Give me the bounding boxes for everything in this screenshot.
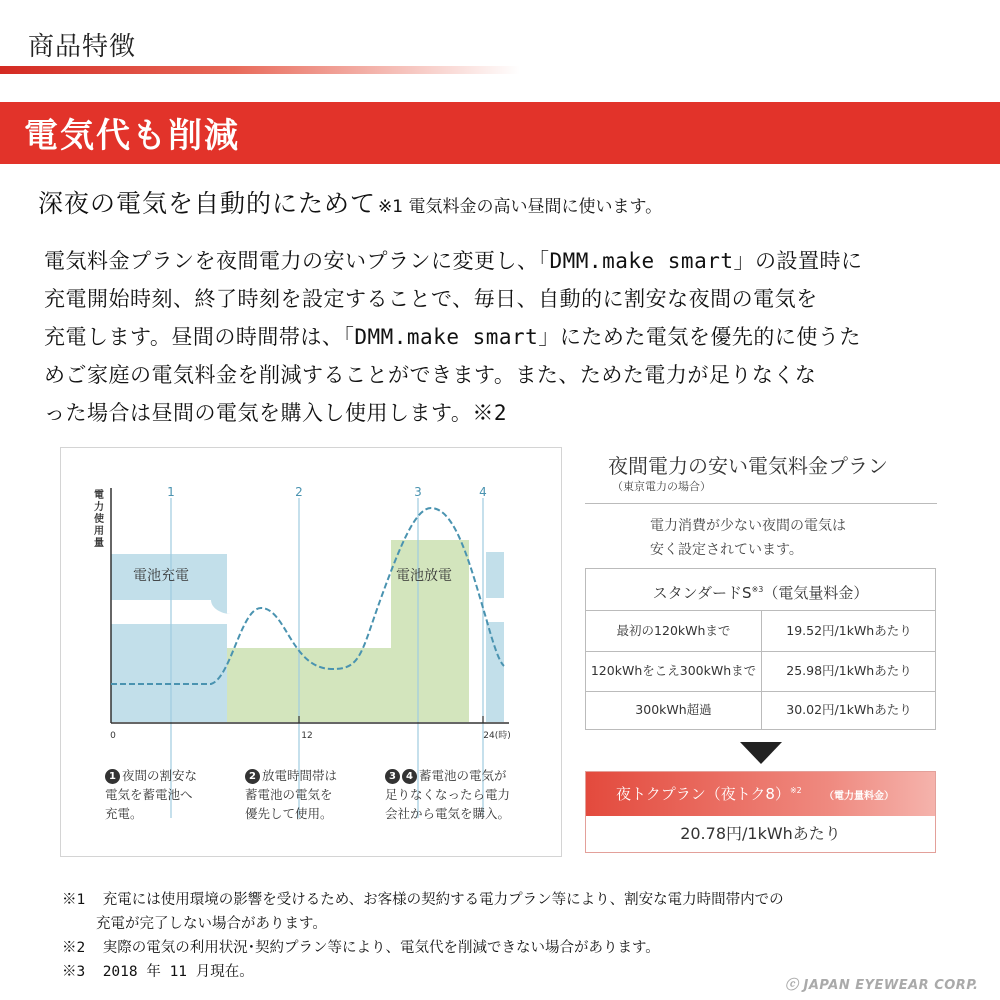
charge-zone-bottom (111, 624, 227, 722)
body-line: 充電開始時刻、終了時刻を設定することで、毎日、自動的に割安な夜間の電気を (44, 287, 818, 311)
caption-line: 夜間の割安な (122, 768, 198, 783)
range-cell: 120kWhをこえ300kWhまで (586, 651, 762, 691)
standard-plan-table (585, 568, 936, 730)
plan-divider (585, 503, 937, 504)
footnote-1 (62, 888, 962, 912)
footnote-mark: ※3 (62, 964, 86, 980)
price-cell: 25.98円/1kWhあたり (786, 663, 912, 678)
footnotes (62, 888, 962, 984)
table-row (586, 611, 935, 652)
night-plan-name: 夜トクプラン（夜トク8） (616, 785, 790, 803)
discharge-label: 電池放電 (396, 568, 452, 584)
plan-title: 夜間電力の安い電気料金プラン (608, 454, 888, 478)
night-plan-name-wrap (616, 783, 802, 804)
marker-1: 1 (167, 485, 175, 499)
night-plan-price: 20.78円/1kWhあたり (680, 824, 841, 843)
caption-line: 足りなくなったら電力 (385, 787, 511, 802)
plan-desc-line: 安く設定されています。 (650, 542, 803, 558)
range-cell: 300kWh超過 (586, 690, 762, 730)
table-row (586, 690, 935, 730)
caption-line: 蓄電池の電気を (245, 787, 333, 802)
section-label: 商品特徴 (28, 32, 137, 62)
caption-1 (105, 766, 197, 823)
section-underline (0, 66, 520, 74)
table-row (586, 651, 935, 692)
caption-number: 4 (402, 769, 417, 784)
plan-desc-line: 電力消費が少ない夜間の電気は (650, 518, 846, 534)
body-paragraph (44, 242, 944, 432)
footnote-text: 実際の電気の利用状況･契約プラン等により、電気代を削減できない場合があります。 (102, 940, 660, 956)
x-tick-label: 24(時) (483, 731, 511, 741)
price-cell: 30.02円/1kWhあたり (786, 702, 912, 717)
marker-3: 3 (414, 485, 422, 499)
caption-line: 優先して使用。 (245, 806, 333, 821)
range-cell: 最初の120kWhまで (586, 611, 762, 651)
body-line: 電気料金プランを夜間電力の安いプランに変更し、「DMM.make smart」の設置時に (44, 249, 863, 273)
footnote-2 (62, 936, 962, 960)
subheading-note: ※1 電気料金の高い昼間に使います。 (378, 197, 663, 217)
night-plan-mark: ※2 (789, 786, 802, 795)
down-arrow-icon (740, 742, 782, 764)
x-tick-label: 12 (301, 731, 313, 741)
price-cell: 19.52円/1kWhあたり (786, 623, 912, 638)
standard-plan-mark: ※3 (751, 585, 764, 594)
subheading (38, 184, 662, 220)
page-title: 電気代も削減 (24, 116, 240, 156)
plan-description (650, 514, 846, 562)
y-axis-label (94, 488, 107, 549)
caption-number: 3 (385, 769, 400, 784)
footnote-mark: ※1 (62, 892, 86, 908)
footnote-text: 充電が完了しない場合があります。 (96, 916, 327, 932)
caption-2 (245, 766, 337, 823)
plan-subtitle: （東京電力の場合） (612, 480, 711, 493)
subheading-main: 深夜の電気を自動的にためて (38, 189, 377, 218)
night-plan-header (586, 772, 935, 816)
body-line: めご家庭の電気料金を削減することができます。また、ためた電力が足りなくな (44, 363, 817, 387)
footnote-text: 2018 年 11 月現在。 (102, 964, 254, 980)
caption-number: 2 (245, 769, 260, 784)
y-label-char: 電 (94, 490, 104, 501)
standard-plan-name: スタンダードS (652, 584, 752, 602)
x-tick-label: 0 (110, 731, 116, 741)
charge-zone-right-top (486, 552, 504, 598)
charge-zone-right-bottom (486, 622, 504, 722)
y-label-char: 力 (94, 502, 104, 513)
y-label-char: 使 (94, 514, 104, 525)
usage-graph-panel (60, 447, 562, 857)
caption-line: 会社から電気を購入。 (385, 806, 511, 821)
footnote-mark: ※2 (62, 940, 86, 956)
body-line: 充電します。昼間の時間帯は、「DMM.make smart」にためた電気を優先的に使うた (44, 325, 861, 349)
night-plan-box (585, 771, 936, 853)
charge-label: 電池充電 (133, 568, 189, 584)
caption-line: 電気を蓄電池へ (105, 787, 193, 802)
brand-watermark: ⓒ JAPAN EYEWEAR CORP. (785, 978, 979, 993)
marker-2: 2 (295, 485, 303, 499)
caption-line: 蓄電池の電気が (419, 768, 507, 783)
y-label-char: 用 (94, 526, 104, 537)
charge-zone-curl (211, 600, 231, 614)
caption-3 (385, 766, 510, 823)
y-label-char: 量 (94, 538, 104, 549)
caption-line: 充電。 (105, 806, 143, 821)
caption-line: 放電時間帯は (262, 768, 338, 783)
marker-4: 4 (479, 485, 487, 499)
standard-plan-header (586, 569, 935, 611)
standard-plan-unit: （電気量料金） (763, 584, 869, 602)
night-plan-unit: （電力量料金） (824, 791, 894, 802)
body-line: った場合は昼間の電気を購入し使用します。※2 (44, 401, 507, 425)
footnote-text: 充電には使用環境の影響を受けるため、お客様の契約する電力プラン等により、割安な電力時間帯内での (102, 892, 784, 908)
caption-number: 1 (105, 769, 120, 784)
